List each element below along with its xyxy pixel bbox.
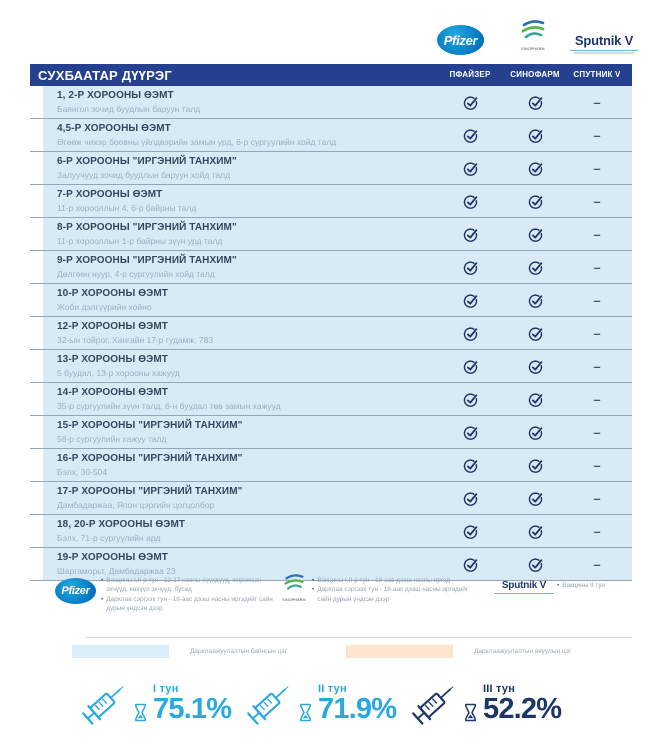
- dash-icon: –: [593, 292, 601, 308]
- pfizer-logo: [437, 25, 484, 55]
- sputnik-logo-text: Sputnik V: [501, 580, 547, 591]
- check-icon: [462, 391, 479, 408]
- row-title: 7-Р ХОРООНЫ ӨЭМТ: [57, 189, 163, 200]
- dash-icon: –: [593, 226, 601, 242]
- dash-icon: –: [593, 358, 601, 374]
- check-icon: [462, 160, 479, 177]
- syringe-icon: [408, 676, 462, 730]
- sputnik-logo-line: [570, 50, 638, 51]
- cell-sputnik: [557, 515, 637, 547]
- dash-icon: –: [593, 160, 601, 176]
- table-header: [30, 64, 632, 86]
- row-title: 9-Р ХОРООНЫ "ИРГЭНИЙ ТАНХИМ": [57, 255, 237, 266]
- check-icon: [462, 490, 479, 507]
- dose-coverage-stats: [78, 676, 638, 742]
- row-subtitle: 35-р сургуулийн зүүн талд, 6-н буудал төв замын хажууд: [57, 401, 281, 411]
- stat-text: [153, 683, 231, 724]
- row-subtitle: 58-р сургуулийн хажуу талд: [57, 434, 167, 444]
- row-subtitle: Жоби дэлгүүрийн хойно: [57, 302, 152, 312]
- dose-label: II тун: [318, 682, 347, 695]
- dose-value: 71.9%: [318, 692, 397, 725]
- syringe-icon: [78, 676, 132, 730]
- sinopharm-legend: [312, 576, 480, 604]
- cell-sputnik: [557, 119, 637, 151]
- legend-bullet: • Вакцины II тун: [557, 581, 652, 590]
- cell-sputnik: [557, 251, 637, 283]
- sputnik-legend: [557, 581, 652, 590]
- row-title: 8-Р ХОРООНЫ "ИРГЭНИЙ ТАНХИМ": [57, 222, 237, 233]
- check-icon: [462, 325, 479, 342]
- sputnik-logo-subline: [574, 52, 634, 54]
- table-row: [30, 482, 632, 515]
- hourglass-icon: [464, 703, 477, 722]
- check-icon: [527, 358, 544, 375]
- row-title: 1, 2-Р ХОРООНЫ ӨЭМТ: [57, 90, 174, 101]
- dose-label: I тун: [153, 682, 179, 695]
- row-subtitle: 11-р хорооллын 1-р байрны зүүн урд талд: [57, 236, 223, 246]
- row-subtitle: Шаргаморьт, Дамбадаржаа 23: [57, 566, 176, 576]
- pfizer-logo-text: Pfizer: [61, 585, 90, 597]
- cell-sputnik: [557, 383, 637, 415]
- check-icon: [527, 292, 544, 309]
- table-row: [30, 152, 632, 185]
- district-title: СУХБААТАР ДҮҮРЭГ: [38, 67, 172, 83]
- check-icon: [527, 325, 544, 342]
- cell-sputnik: [557, 218, 637, 250]
- row-title: 15-Р ХОРООНЫ "ИРГЭНИЙ ТАНХИМ": [57, 420, 243, 431]
- sputnik-logo: [568, 33, 640, 54]
- table-rows: [30, 86, 632, 581]
- dash-icon: –: [593, 127, 601, 143]
- permanent-point-swatch: [72, 645, 169, 658]
- mobile-point-swatch: [346, 645, 453, 658]
- sinopharm-logo-legend: [281, 574, 307, 603]
- table-row: [30, 185, 632, 218]
- cell-sputnik: [557, 416, 637, 448]
- dose-3-stat: [408, 676, 561, 730]
- check-icon: [527, 94, 544, 111]
- sinopharm-caption: SINOPHARM: [282, 597, 306, 602]
- check-icon: [462, 193, 479, 210]
- check-icon: [462, 556, 479, 573]
- hourglass-icon: [299, 703, 312, 722]
- check-icon: [527, 127, 544, 144]
- check-icon: [527, 259, 544, 276]
- check-icon: [527, 523, 544, 540]
- check-icon: [527, 391, 544, 408]
- stat-text: [483, 683, 561, 724]
- stat-text: [318, 683, 396, 724]
- dash-icon: –: [593, 94, 601, 110]
- row-subtitle: 32-ын тойрог, Хангайн 17-р гудамж, 783: [57, 335, 214, 345]
- sputnik-logo-text: Sputnik V: [574, 33, 634, 48]
- cell-sputnik: [557, 152, 637, 184]
- table-row: [30, 218, 632, 251]
- row-subtitle: Залуучууд зочид буудлын баруун хойд талд: [57, 170, 231, 180]
- cell-sputnik: [557, 317, 637, 349]
- table-row: [30, 251, 632, 284]
- cell-sputnik: [557, 350, 637, 382]
- sinopharm-logo: [520, 20, 546, 52]
- check-icon: [527, 457, 544, 474]
- sinopharm-emblem-icon: [283, 574, 305, 593]
- table-row: [30, 515, 632, 548]
- table-row: [30, 350, 632, 383]
- mobile-point-label: Дархлаажуулалтын явуулын цэг: [474, 648, 572, 655]
- cell-sputnik: [557, 86, 637, 118]
- check-icon: [527, 490, 544, 507]
- dose-value: 52.2%: [483, 692, 562, 725]
- check-icon: [462, 523, 479, 540]
- column-header-sputnik: СПУТНИК V: [573, 70, 621, 79]
- row-title: 12-Р ХОРООНЫ ӨЭМТ: [57, 321, 169, 332]
- column-header-pfizer: ПФАЙЗЕР: [449, 70, 491, 79]
- row-subtitle: Бэлх, 71-р сургуулийн ард: [57, 533, 161, 543]
- dash-icon: –: [593, 424, 601, 440]
- cell-sputnik: [557, 548, 637, 580]
- check-icon: [527, 160, 544, 177]
- table-row: [30, 119, 632, 152]
- row-title: 14-Р ХОРООНЫ ӨЭМТ: [57, 387, 169, 398]
- row-title: 16-Р ХОРООНЫ "ИРГЭНИЙ ТАНХИМ": [57, 453, 243, 464]
- dose-label: III тун: [483, 682, 516, 695]
- check-icon: [527, 556, 544, 573]
- legend-bullet: • Вакцины I,II-р тун - 12-17 насны хүүхдүүд, жирэмсэн эхчүүд, хөхүүл эхчүүд, бусад: [101, 576, 273, 595]
- row-title: 6-Р ХОРООНЫ "ИРГЭНИЙ ТАНХИМ": [57, 156, 237, 167]
- row-title: 17-Р ХОРООНЫ "ИРГЭНИЙ ТАНХИМ": [57, 486, 243, 497]
- dash-icon: –: [593, 391, 601, 407]
- row-subtitle: Баянгол зочид буудлын баруун талд: [57, 104, 201, 114]
- dash-icon: –: [593, 259, 601, 275]
- row-title: 18, 20-Р ХОРООНЫ ӨЭМТ: [57, 519, 186, 530]
- check-icon: [527, 226, 544, 243]
- permanent-point-label: Дархлаажуулалтын байнгын цэг: [190, 648, 288, 655]
- table-row: [30, 449, 632, 482]
- dash-icon: –: [593, 193, 601, 209]
- row-subtitle: 11-р хорооллын 4, 6-р байрны талд: [57, 203, 197, 213]
- legend-bullet: • Вакцины I,II-р тун - 18-аас дээш насны иргэд: [312, 576, 480, 585]
- row-subtitle: Бэлх, 30-504: [57, 467, 108, 477]
- sinopharm-emblem-icon: [520, 20, 546, 42]
- pfizer-logo-text: Pfizer: [443, 32, 478, 48]
- table-row: [30, 317, 632, 350]
- pfizer-legend: [101, 576, 273, 613]
- pfizer-logo-legend: [55, 578, 96, 604]
- row-title: 13-Р ХОРООНЫ ӨЭМТ: [57, 354, 169, 365]
- hourglass-icon: [134, 703, 147, 722]
- check-icon: [462, 226, 479, 243]
- check-icon: [462, 424, 479, 441]
- row-title: 4,5-Р ХОРООНЫ ӨЭМТ: [57, 123, 171, 134]
- dose-value: 75.1%: [153, 692, 232, 725]
- table-row: [30, 284, 632, 317]
- legend-bullet: • Дархлаа сэргээх тун - 18-аас дээш насны иргэдийг сайн дурын үндсэн дээр: [101, 595, 273, 614]
- table-row: [30, 86, 632, 119]
- vaccination-sites-table: [30, 64, 632, 581]
- table-row: [30, 416, 632, 449]
- check-icon: [462, 457, 479, 474]
- row-title: 19-Р ХОРООНЫ ӨЭМТ: [57, 552, 169, 563]
- sputnik-logo-line: [494, 593, 554, 594]
- dash-icon: –: [593, 556, 601, 572]
- cell-sputnik: [557, 284, 637, 316]
- sinopharm-caption: SINOPHARM: [521, 46, 545, 51]
- section-divider: [85, 637, 632, 638]
- dash-icon: –: [593, 523, 601, 539]
- check-icon: [527, 424, 544, 441]
- row-subtitle: 5 буудал, 13-р хорооны хажууд: [57, 368, 180, 378]
- syringe-icon: [243, 676, 297, 730]
- row-subtitle: Өгөөж чихэр боовны үйлдвэрийн замын урд, 6-р сургуулийн хойд талд: [57, 137, 337, 147]
- dash-icon: –: [593, 457, 601, 473]
- dash-icon: –: [593, 325, 601, 341]
- row-subtitle: Дамбадаржаа, Япон цэргийн цогцолбор: [57, 500, 215, 510]
- row-subtitle: Дөлгөөн нуур, 4-р сургуулийн хойд талд: [57, 269, 215, 279]
- cell-sputnik: [557, 185, 637, 217]
- check-icon: [462, 292, 479, 309]
- check-icon: [462, 127, 479, 144]
- dash-icon: –: [593, 490, 601, 506]
- check-icon: [527, 193, 544, 210]
- dose-2-stat: [243, 676, 396, 730]
- check-icon: [462, 259, 479, 276]
- column-header-sinopharm: СИНОФАРМ: [510, 70, 560, 79]
- cell-sputnik: [557, 449, 637, 481]
- sputnik-logo-legend: [492, 580, 556, 595]
- table-row: [30, 383, 632, 416]
- check-icon: [462, 94, 479, 111]
- check-icon: [462, 358, 479, 375]
- legend-bullet: • Дархлаа сэргээх тун - 18-аас дээш насны иргэдийг сайн дурын үндсэн дээр: [312, 585, 480, 604]
- cell-sputnik: [557, 482, 637, 514]
- dose-1-stat: [78, 676, 231, 730]
- row-title: 10-Р ХОРООНЫ ӨЭМТ: [57, 288, 169, 299]
